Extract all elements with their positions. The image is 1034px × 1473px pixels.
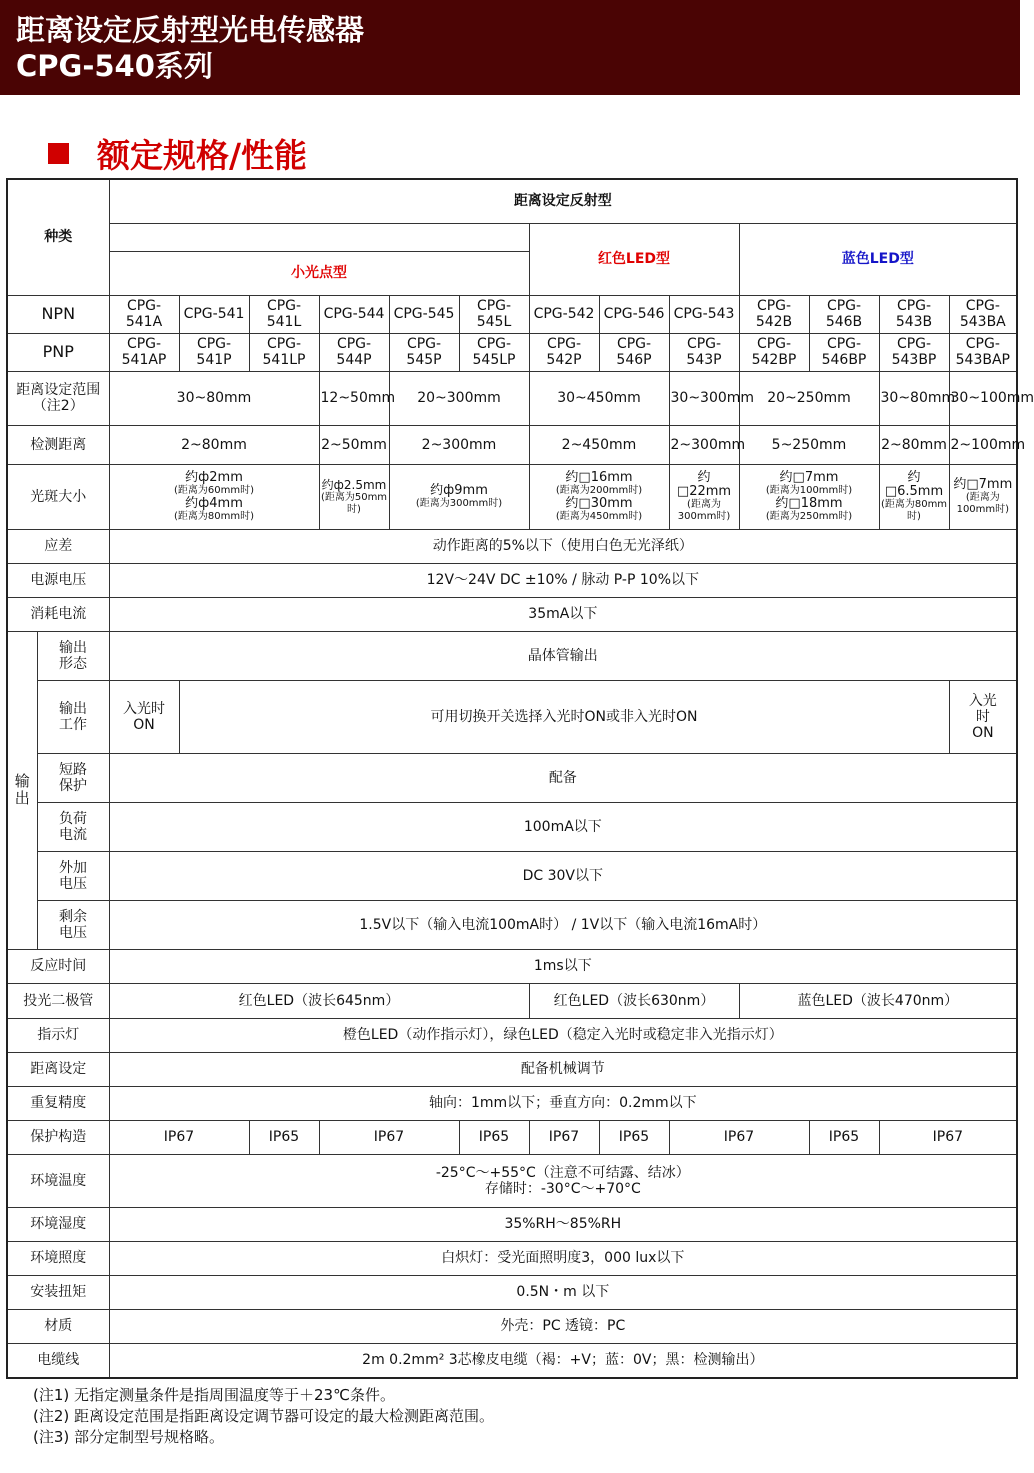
spot-note: (距离为300mm时)	[415, 497, 503, 509]
detect-value: 5~250mm	[739, 425, 879, 464]
indicator-label: 指示灯	[7, 1018, 109, 1052]
detect-value: 2~80mm	[109, 425, 319, 464]
spot-text: 约□6.5mm	[884, 469, 944, 499]
diode-value: 红色LED（波长645nm）	[109, 983, 529, 1018]
cable-value: 2m 0.2mm² 3芯橡皮电缆（褐：+V；蓝：0V；黑：检测输出）	[109, 1343, 1017, 1378]
group-blue-led: 蓝色LED型	[739, 223, 1017, 295]
footnote: (注2) 距离设定范围是指距离设定调节器可设定的最大检测距离范围。	[33, 1407, 495, 1425]
voltage-label: 电源电压	[7, 563, 109, 597]
detect-value: 2~100mm	[949, 425, 1017, 464]
page-header	[0, 0, 1020, 95]
spot-text: 约□16mm	[565, 469, 633, 485]
spot-value	[739, 464, 879, 529]
output-work-right: 入光时ON	[949, 680, 1017, 753]
npn-model: CPG-545L	[459, 295, 529, 333]
spot-value	[319, 464, 389, 529]
indicator-value: 橙色LED（动作指示灯），绿色LED（稳定入光时或稳定非入光指示灯）	[109, 1018, 1017, 1052]
detect-value: 2~300mm	[669, 425, 739, 464]
series-title: CPG-540系列	[16, 49, 213, 83]
humid-value: 35%RH～85%RH	[109, 1207, 1017, 1241]
temp-value	[109, 1154, 1017, 1207]
footnotes	[33, 1385, 494, 1448]
pnp-model: CPG-546P	[599, 333, 669, 371]
ext-value: DC 30V以下	[109, 851, 1017, 900]
npn-label: NPN	[7, 295, 109, 333]
spot-text: 约ф2.5mm	[321, 477, 387, 492]
range-value: 20~300mm	[389, 371, 529, 425]
spot-value	[669, 464, 739, 529]
protect-value: IP65	[249, 1120, 319, 1154]
current-label: 消耗电流	[7, 597, 109, 631]
spot-value	[529, 464, 669, 529]
load-label: 负荷电流	[37, 802, 109, 851]
output-form-label: 输出形态	[37, 631, 109, 680]
spot-label: 光斑大小	[7, 464, 109, 529]
pnp-model: CPG-543BP	[879, 333, 949, 371]
protect-value: IP67	[319, 1120, 459, 1154]
spot-value	[879, 464, 949, 529]
output-label: 输出	[14, 772, 30, 807]
npn-model: CPG-546	[599, 295, 669, 333]
protect-label: 保护构造	[7, 1120, 109, 1154]
material-label: 材质	[7, 1309, 109, 1343]
npn-model: CPG-541L	[249, 295, 319, 333]
npn-model: CPG-545	[389, 295, 459, 333]
pnp-model: CPG-543P	[669, 333, 739, 371]
pnp-model: CPG-542P	[529, 333, 599, 371]
pnp-model: CPG-545P	[389, 333, 459, 371]
spot-note: (距离为250mm时)	[765, 510, 853, 522]
spot-note: (距离为300mm时)	[677, 498, 731, 522]
humid-label: 环境湿度	[7, 1207, 109, 1241]
range-value: 30~80mm	[109, 371, 319, 425]
voltage-value: 12V～24V DC ±10% / 脉动 P-P 10%以下	[109, 563, 1017, 597]
pnp-model: CPG-546BP	[809, 333, 879, 371]
response-label: 反应时间	[7, 949, 109, 983]
protect-value: IP65	[459, 1120, 529, 1154]
range-value: 12~50mm	[319, 371, 389, 425]
spot-note: (距离为80mm时)	[880, 498, 948, 522]
short-label: 短路保护	[37, 753, 109, 802]
load-value: 100mA以下	[109, 802, 1017, 851]
torque-value: 0.5N・m 以下	[109, 1275, 1017, 1309]
section-heading	[48, 131, 307, 175]
output-work-label: 输出工作	[37, 680, 109, 753]
detect-value: 2~450mm	[529, 425, 669, 464]
material-value: 外壳：PC 透镜：PC	[109, 1309, 1017, 1343]
protect-value: IP67	[669, 1120, 809, 1154]
output-work-mid: 可用切换开关选择入光时ON或非入光时ON	[179, 680, 949, 753]
range-value: 30~300mm	[669, 371, 739, 425]
range-value: 20~250mm	[739, 371, 879, 425]
temp-line: -25°C～+55°C（注意不可结露、结冰）	[435, 1164, 690, 1181]
spot-value	[949, 464, 1017, 529]
protect-value: IP65	[599, 1120, 669, 1154]
ext-label: 外加电压	[37, 851, 109, 900]
pnp-model: CPG-542BP	[739, 333, 809, 371]
current-value: 35mA以下	[109, 597, 1017, 631]
section-title: 额定规格/性能	[97, 135, 308, 175]
protect-value: IP67	[879, 1120, 1017, 1154]
spot-text: 约□30mm	[565, 495, 633, 511]
pnp-model: CPG-545LP	[459, 333, 529, 371]
spot-text: 约ф2mm	[185, 469, 243, 485]
protect-value: IP65	[809, 1120, 879, 1154]
illum-value: 白炽灯：受光面照明度3，000 lux以下	[109, 1241, 1017, 1275]
npn-model: CPG-542B	[739, 295, 809, 333]
repeat-label: 重复精度	[7, 1086, 109, 1120]
npn-model: CPG-546B	[809, 295, 879, 333]
pnp-model: CPG-543BAP	[949, 333, 1017, 371]
pnp-model: CPG-541LP	[249, 333, 319, 371]
detect-value: 2~80mm	[879, 425, 949, 464]
footnote: (注3) 部分定制型号规格略。	[33, 1428, 225, 1446]
residual-label: 剩余电压	[37, 900, 109, 949]
spot-note: (距离为100mm时)	[765, 484, 853, 496]
illum-label: 环境照度	[7, 1241, 109, 1275]
diode-label: 投光二极管	[7, 983, 109, 1018]
group-spacer	[109, 223, 529, 251]
tolerance-value: 动作距离的5%以下（使用白色无光泽纸）	[109, 529, 1017, 563]
npn-model: CPG-541	[179, 295, 249, 333]
detect-label: 检测距离	[7, 425, 109, 464]
spot-text: 约ф4mm	[185, 495, 243, 511]
spot-note: (距离为50mm时)	[320, 491, 388, 515]
spot-text: 约□18mm	[775, 495, 843, 511]
diode-value: 红色LED（波长630nm）	[529, 983, 739, 1018]
npn-model: CPG-542	[529, 295, 599, 333]
temp-line: 存储时：-30°C～+70°C	[484, 1180, 641, 1197]
range-value: 30~450mm	[529, 371, 669, 425]
temp-label: 环境温度	[7, 1154, 109, 1207]
repeat-value: 轴向：1mm以下；垂直方向：0.2mm以下	[109, 1086, 1017, 1120]
spot-text: 约□7mm	[953, 476, 1013, 492]
detect-value: 2~300mm	[389, 425, 529, 464]
detect-value: 2~50mm	[319, 425, 389, 464]
range-label: 距离设定范围（注2）	[7, 371, 109, 425]
dist-label: 距离设定	[7, 1052, 109, 1086]
torque-label: 安装扭矩	[7, 1275, 109, 1309]
output-form-value: 晶体管输出	[109, 631, 1017, 680]
pnp-model: CPG-544P	[319, 333, 389, 371]
kind-label: 种类	[7, 179, 109, 295]
spot-value	[389, 464, 529, 529]
dist-value: 配备机械调节	[109, 1052, 1017, 1086]
residual-value: 1.5V以下（输入电流100mA时） / 1V以下（输入电流16mA时）	[109, 900, 1017, 949]
spot-note: (距离为200mm时)	[555, 484, 643, 496]
group-red-led: 红色LED型	[529, 223, 739, 295]
range-value: 30~100mm	[949, 371, 1017, 425]
range-value: 30~80mm	[879, 371, 949, 425]
spot-note: (距离为100mm时)	[956, 491, 1010, 515]
spot-note: (距离为80mm时)	[173, 510, 254, 522]
spot-note: (距离为450mm时)	[555, 510, 643, 522]
spot-text: 约□7mm	[779, 469, 839, 485]
npn-model: CPG-543	[669, 295, 739, 333]
npn-model: CPG-544	[319, 295, 389, 333]
cable-label: 电缆线	[7, 1343, 109, 1378]
pnp-model: CPG-541AP	[109, 333, 179, 371]
pnp-model: CPG-541P	[179, 333, 249, 371]
spot-note: (距离为60mm时)	[173, 484, 254, 496]
tolerance-label: 应差	[7, 529, 109, 563]
spot-text: 约ф9mm	[430, 482, 488, 498]
protect-value: IP67	[529, 1120, 599, 1154]
response-value: 1ms以下	[109, 949, 1017, 983]
spec-table	[6, 178, 1034, 1379]
npn-model: CPG-543B	[879, 295, 949, 333]
footnote: (注1) 无指定测量条件是指周围温度等于＋23℃条件。	[33, 1386, 395, 1404]
square-bullet-icon	[48, 143, 69, 164]
spot-text: 约□22mm	[676, 469, 732, 499]
npn-model: CPG-543BA	[949, 295, 1017, 333]
npn-model: CPG-541A	[109, 295, 179, 333]
group-small-spot: 小光点型	[109, 251, 529, 295]
output-work-left: 入光时ON	[109, 680, 179, 753]
diode-value: 蓝色LED（波长470nm）	[739, 983, 1017, 1018]
short-value: 配备	[109, 753, 1017, 802]
pnp-label: PNP	[7, 333, 109, 371]
page-title: 距离设定反射型光电传感器	[16, 13, 365, 47]
output-group-label	[7, 631, 37, 949]
protect-value: IP67	[109, 1120, 249, 1154]
spot-value	[109, 464, 319, 529]
main-type-header: 距离设定反射型	[109, 179, 1017, 223]
